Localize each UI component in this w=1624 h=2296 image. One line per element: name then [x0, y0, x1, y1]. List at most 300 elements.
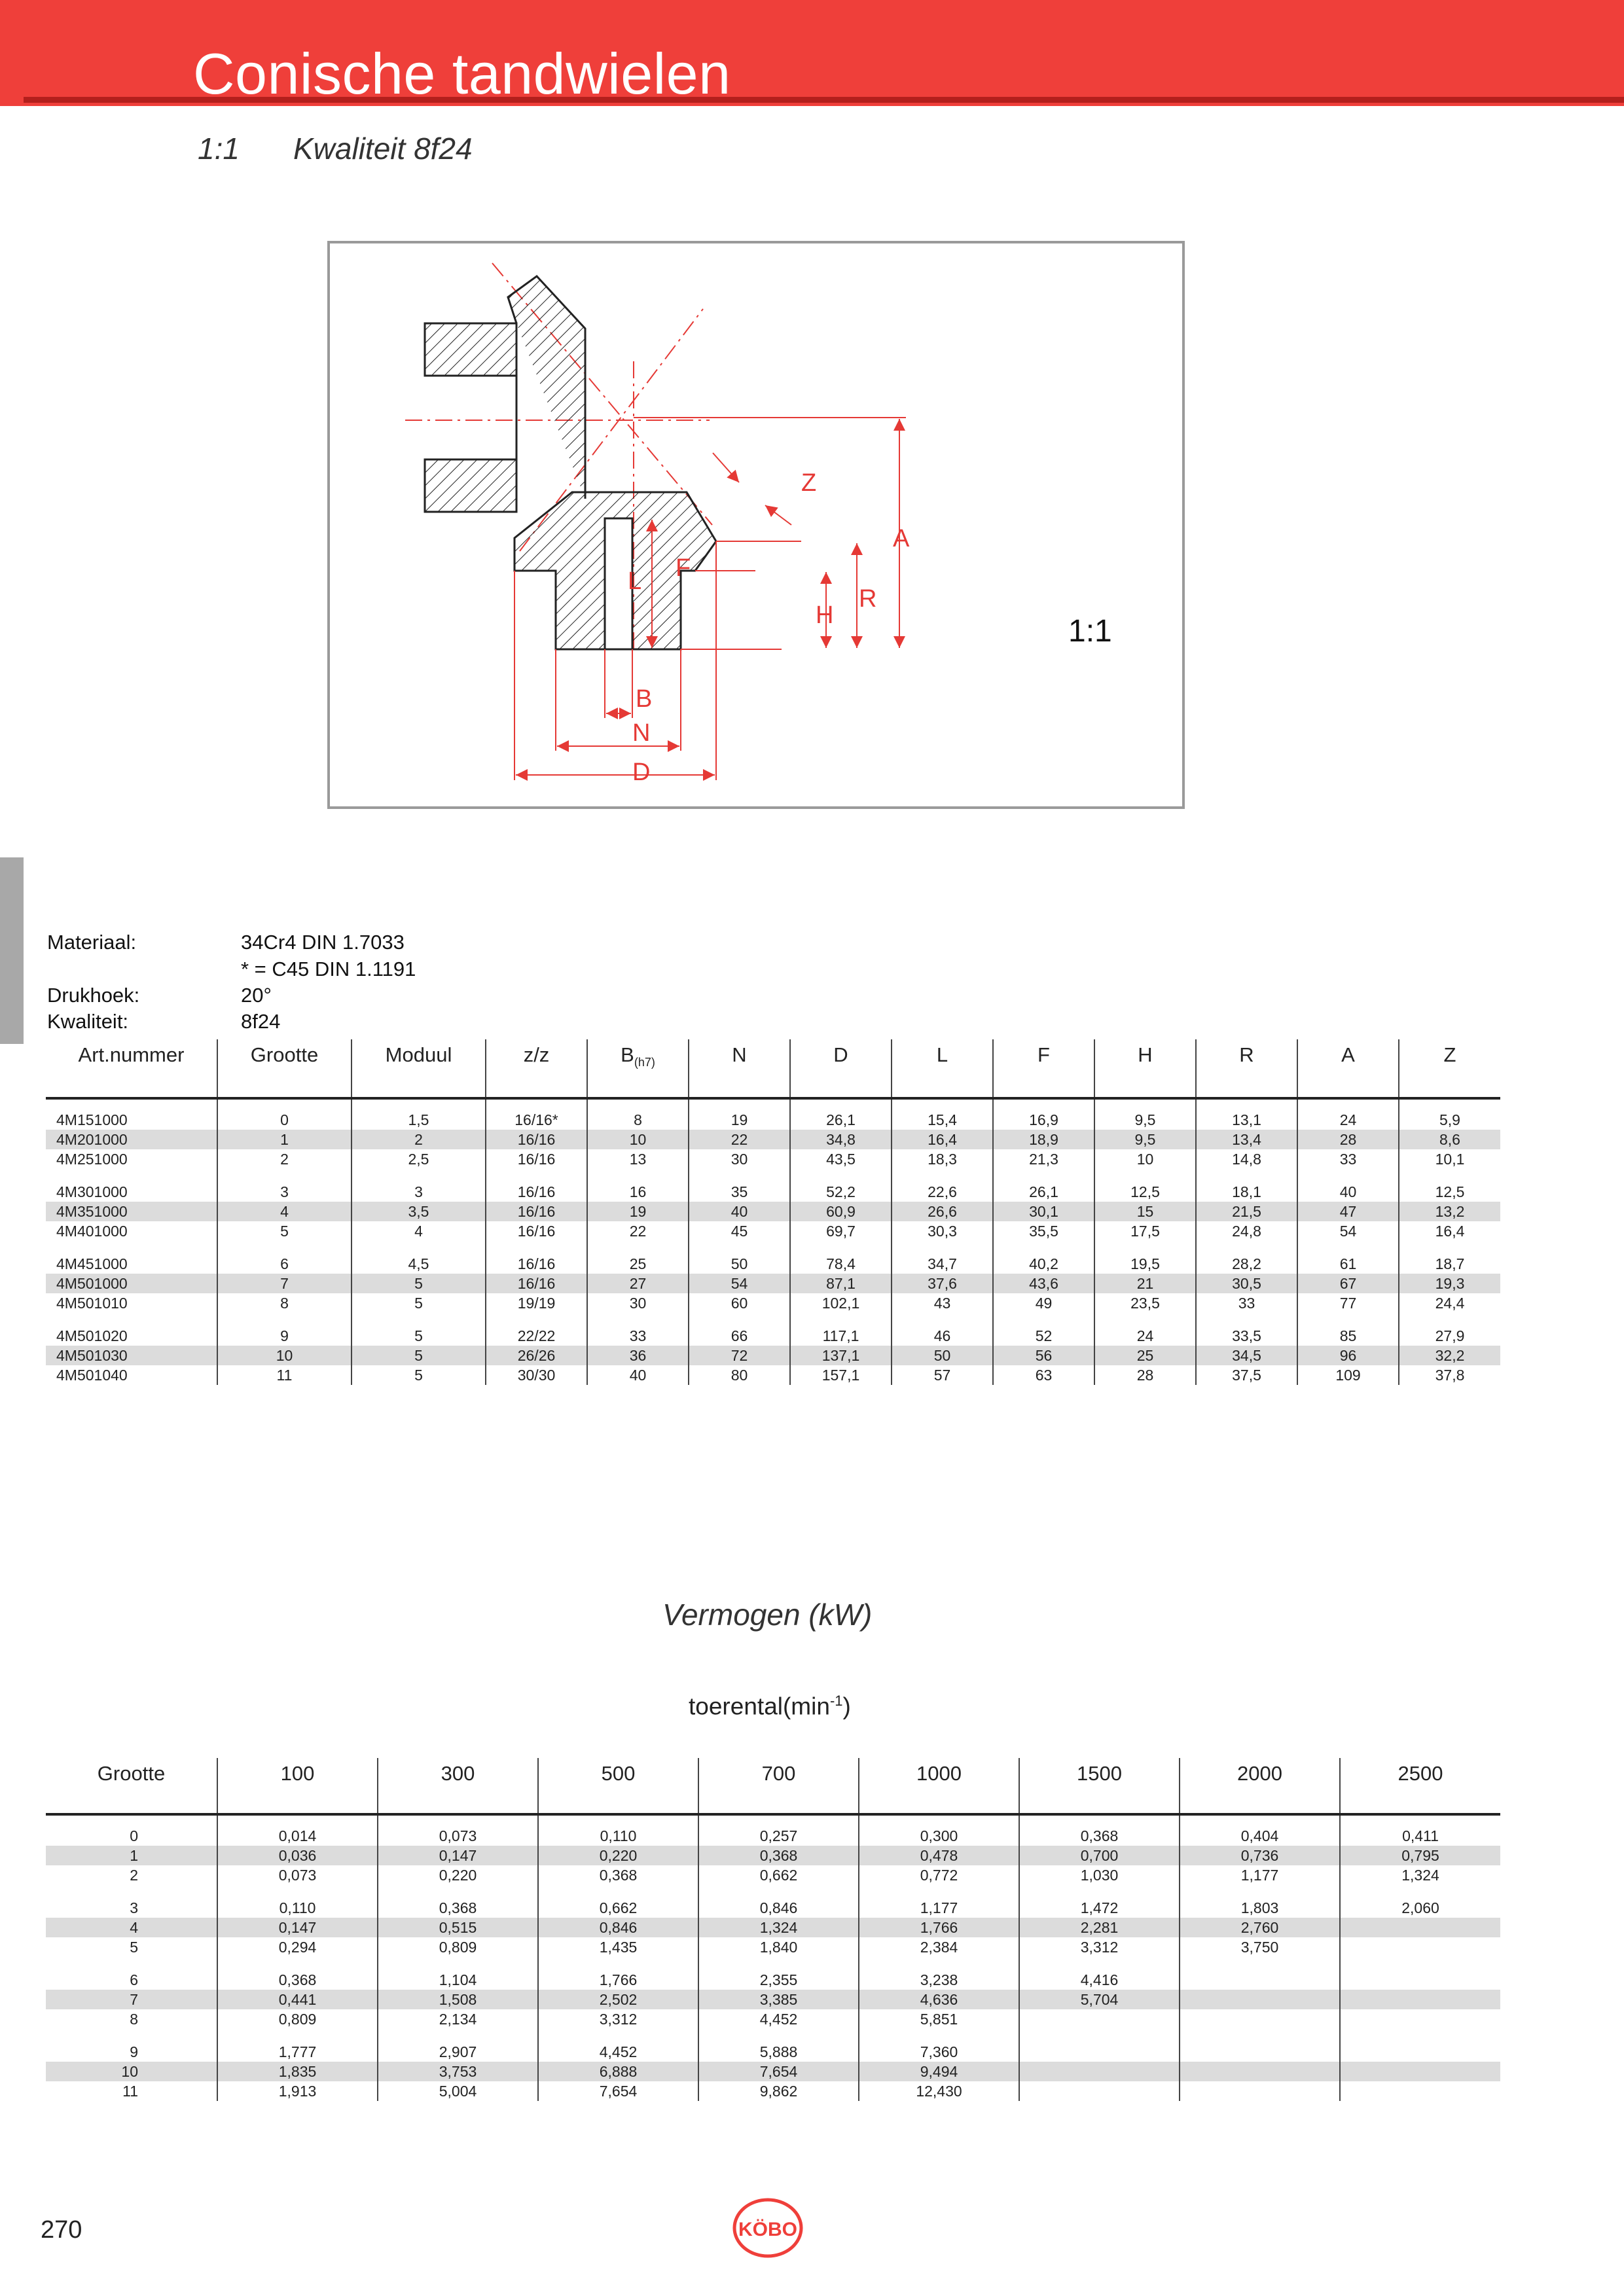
material-label: Materiaal: [47, 931, 137, 954]
table-cell: 16/16 [486, 1274, 587, 1293]
table-cell: 77 [1297, 1293, 1399, 1313]
material-note: * = C45 DIN 1.1191 [241, 958, 416, 980]
kobo-logo [732, 2197, 804, 2259]
power-table [46, 1758, 1500, 2101]
specs-table [46, 1039, 1500, 1385]
dim-label-r: R [859, 585, 877, 613]
col-header-f: F [993, 1039, 1094, 1098]
table-cell: 0,478 [859, 1846, 1019, 1865]
table-cell: 0,795 [1340, 1846, 1500, 1865]
quality-value: 8f24 [241, 1010, 281, 1033]
table-cell: 157,1 [790, 1365, 892, 1385]
table-cell: 0 [130, 1827, 138, 1844]
table-cell [1019, 2062, 1180, 2081]
table-cell: 1 [217, 1130, 352, 1149]
table-cell: 21,5 [1196, 1202, 1297, 1221]
side-tab [0, 857, 24, 1044]
table-cell: 137,1 [790, 1346, 892, 1365]
table-cell: 8 [130, 2011, 138, 2028]
table-cell: 9,494 [859, 2062, 1019, 2081]
table-cell: 13,2 [1399, 1202, 1500, 1221]
table-cell: 7 [46, 1990, 217, 2009]
dim-label-z: Z [801, 469, 817, 497]
table-cell: 19,3 [1399, 1274, 1500, 1293]
spec-row [46, 1182, 1500, 1202]
table-cell: 11 [122, 2083, 138, 2100]
table-cell: 8,6 [1399, 1130, 1500, 1149]
power-row [46, 2081, 1500, 2101]
spec-row [46, 1110, 1500, 1130]
page-title: Conische tandwielen [193, 41, 731, 106]
table-cell: 26,1 [790, 1110, 892, 1130]
table-cell: 52 [993, 1326, 1094, 1346]
table-cell: 0,662 [538, 1898, 698, 1918]
dim-label-h: H [816, 601, 834, 629]
rpm-label-superscript: -1 [829, 1693, 843, 1709]
dim-label-n: N [632, 719, 651, 747]
table-cell: 19/19 [486, 1293, 587, 1313]
table-cell: 2 [130, 1867, 138, 1884]
table-cell: 0,300 [859, 1826, 1019, 1846]
table-cell: 5,9 [1399, 1110, 1500, 1130]
table-cell: 30 [689, 1149, 790, 1169]
table-cell [1340, 2062, 1500, 2081]
power-col-header-2500: 2500 [1340, 1758, 1500, 1814]
table-cell: 22,6 [892, 1182, 993, 1202]
table-cell: 32,2 [1399, 1346, 1500, 1365]
table-cell: 1,177 [1180, 1865, 1340, 1885]
table-cell: 0,846 [698, 1898, 859, 1918]
table-cell: 9,5 [1094, 1130, 1196, 1149]
table-cell: 1,913 [217, 2081, 378, 2101]
col-header-n: N [689, 1039, 790, 1098]
table-cell: 96 [1297, 1346, 1399, 1365]
table-cell: 61 [1297, 1254, 1399, 1274]
table-cell: 33 [587, 1326, 689, 1346]
power-row [46, 2062, 1500, 2081]
table-cell: 2 [217, 1149, 352, 1169]
table-cell: 16/16 [486, 1202, 587, 1221]
table-cell: 1,104 [378, 1970, 538, 1990]
table-cell: 1,766 [538, 1970, 698, 1990]
table-cell: 1,324 [1340, 1865, 1500, 1885]
table-cell: 7 [217, 1274, 352, 1293]
spec-row [46, 1365, 1500, 1385]
table-cell: 87,1 [790, 1274, 892, 1293]
table-cell: 57 [892, 1365, 993, 1385]
logo-text: KÖBO [738, 2219, 797, 2240]
table-cell: 0,036 [217, 1846, 378, 1865]
table-cell [1180, 2062, 1340, 2081]
table-cell [1340, 1918, 1500, 1937]
spec-row [46, 1326, 1500, 1346]
table-cell: 34,8 [790, 1130, 892, 1149]
table-cell: 9,5 [1094, 1110, 1196, 1130]
table-cell: 52,2 [790, 1182, 892, 1202]
power-row [46, 1826, 1500, 1846]
table-cell: 5 [352, 1293, 486, 1313]
table-cell: 27,9 [1399, 1326, 1500, 1346]
table-cell [1340, 2009, 1500, 2029]
table-cell: 36 [587, 1346, 689, 1365]
table-cell: 1,777 [217, 2042, 378, 2062]
table-cell: 40,2 [993, 1254, 1094, 1274]
table-cell: 0,368 [698, 1846, 859, 1865]
table-cell: 1,324 [698, 1918, 859, 1937]
table-cell: 19,5 [1094, 1254, 1196, 1274]
table-cell [1340, 1990, 1500, 2009]
table-cell: 16/16 [486, 1149, 587, 1169]
table-cell: 6,888 [538, 2062, 698, 2081]
table-cell: 0,294 [217, 1937, 378, 1957]
table-cell: 18,7 [1399, 1254, 1500, 1274]
table-cell: 60,9 [790, 1202, 892, 1221]
table-cell [1180, 1990, 1340, 2009]
table-cell: 0,441 [217, 1990, 378, 2009]
table-cell: 9 [217, 1326, 352, 1346]
table-cell: 4 [217, 1202, 352, 1221]
dim-label-f: F [676, 554, 691, 582]
table-cell: 4,636 [859, 1990, 1019, 2009]
table-cell: 0,014 [217, 1826, 378, 1846]
table-cell: 1,803 [1180, 1898, 1340, 1918]
table-cell: 30,5 [1196, 1274, 1297, 1293]
table-cell: 0,700 [1019, 1846, 1180, 1865]
table-cell: 0,368 [538, 1865, 698, 1885]
table-cell [1180, 2081, 1340, 2101]
table-cell: 22 [587, 1221, 689, 1241]
table-cell: 0,404 [1180, 1826, 1340, 1846]
table-cell: 7,654 [538, 2081, 698, 2101]
table-cell: 40 [1297, 1182, 1399, 1202]
table-cell: 47 [1297, 1202, 1399, 1221]
table-cell [1340, 1937, 1500, 1957]
table-cell: 10 [217, 1346, 352, 1365]
power-col-header-100: 100 [217, 1758, 378, 1814]
table-cell: 13 [587, 1149, 689, 1169]
table-cell: 24,4 [1399, 1293, 1500, 1313]
table-cell: 0,368 [217, 1970, 378, 1990]
table-cell: 24 [1297, 1110, 1399, 1130]
table-cell: 22 [689, 1130, 790, 1149]
spec-row [46, 1346, 1500, 1365]
power-col-header-1500: 1500 [1019, 1758, 1180, 1814]
table-cell: 54 [689, 1274, 790, 1293]
col-header-h: H [1094, 1039, 1196, 1098]
table-cell: 0,736 [1180, 1846, 1340, 1865]
table-cell: 12,5 [1094, 1182, 1196, 1202]
power-row [46, 1970, 1500, 1990]
table-cell: 45 [689, 1221, 790, 1241]
table-cell: 4M501020 [56, 1327, 128, 1344]
table-cell: 0,515 [378, 1918, 538, 1937]
table-cell: 18,1 [1196, 1182, 1297, 1202]
power-row [46, 1937, 1500, 1957]
table-cell: 109 [1297, 1365, 1399, 1385]
table-cell: 7,654 [698, 2062, 859, 2081]
table-cell: 2,760 [1180, 1918, 1340, 1937]
table-cell: 56 [993, 1346, 1094, 1365]
col-header-module: Moduul [352, 1039, 486, 1098]
col-header-art: Art.nummer [46, 1039, 217, 1098]
col-header-l: L [892, 1039, 993, 1098]
table-cell: 4 [352, 1221, 486, 1241]
table-cell: 2,502 [538, 1990, 698, 2009]
dim-label-b: B [636, 685, 653, 713]
table-cell: 34,7 [892, 1254, 993, 1274]
table-cell: 37,8 [1399, 1365, 1500, 1385]
table-cell: 16,4 [1399, 1221, 1500, 1241]
table-cell: 10 [1094, 1149, 1196, 1169]
table-cell: 54 [1297, 1221, 1399, 1241]
table-cell: 24,8 [1196, 1221, 1297, 1241]
table-cell: 16/16 [486, 1130, 587, 1149]
table-cell: 9,862 [698, 2081, 859, 2101]
table-cell: 0,809 [378, 1937, 538, 1957]
table-cell: 50 [689, 1254, 790, 1274]
table-cell: 6 [130, 1971, 138, 1988]
table-cell [1019, 2009, 1180, 2029]
table-cell: 78,4 [790, 1254, 892, 1274]
table-cell: 33 [1297, 1149, 1399, 1169]
table-cell: 67 [1297, 1274, 1399, 1293]
col-header-b-letter: B [621, 1043, 634, 1066]
table-cell: 16/16 [486, 1221, 587, 1241]
table-cell: 19 [587, 1202, 689, 1221]
table-cell: 34,5 [1196, 1346, 1297, 1365]
dim-label-d: D [632, 759, 651, 786]
table-cell: 37,6 [892, 1274, 993, 1293]
table-cell: 16,9 [993, 1110, 1094, 1130]
table-cell: 19 [689, 1110, 790, 1130]
table-cell: 33,5 [1196, 1326, 1297, 1346]
table-cell: 21,3 [993, 1149, 1094, 1169]
specs-table-body [46, 1098, 1500, 1385]
table-cell: 4,452 [698, 2009, 859, 2029]
table-cell: 4M251000 [56, 1151, 128, 1168]
table-cell: 3 [217, 1182, 352, 1202]
table-cell: 0,411 [1340, 1826, 1500, 1846]
table-cell: 3 [352, 1182, 486, 1202]
table-cell: 5,704 [1019, 1990, 1180, 2009]
table-cell: 4M201000 [46, 1130, 217, 1149]
table-cell: 26,6 [892, 1202, 993, 1221]
table-cell: 0,147 [217, 1918, 378, 1937]
table-cell [1340, 1970, 1500, 1990]
table-cell: 72 [689, 1346, 790, 1365]
dim-label-l: L [628, 567, 642, 595]
power-row [46, 1918, 1500, 1937]
table-cell: 0,368 [378, 1898, 538, 1918]
col-header-z: Z [1399, 1039, 1500, 1098]
table-cell: 4M401000 [56, 1223, 128, 1240]
table-cell: 28 [1094, 1365, 1196, 1385]
table-cell: 30 [587, 1293, 689, 1313]
table-cell: 3,385 [698, 1990, 859, 2009]
table-cell: 5 [130, 1939, 138, 1956]
table-cell: 40 [689, 1202, 790, 1221]
table-cell: 40 [587, 1365, 689, 1385]
table-cell: 0,220 [378, 1865, 538, 1885]
pressure-angle-label: Drukhoek: [47, 984, 140, 1007]
table-cell: 80 [689, 1365, 790, 1385]
rpm-label-text: toerental(min [689, 1693, 830, 1720]
table-cell: 5 [352, 1365, 486, 1385]
table-cell: 25 [587, 1254, 689, 1274]
table-cell: 30,3 [892, 1221, 993, 1241]
table-cell: 13,1 [1196, 1110, 1297, 1130]
table-cell [1340, 2042, 1500, 2062]
table-cell: 16/16 [486, 1254, 587, 1274]
table-cell: 4M151000 [56, 1111, 128, 1128]
table-cell: 33 [1196, 1293, 1297, 1313]
rpm-label [689, 1693, 851, 1720]
table-cell: 15 [1094, 1202, 1196, 1221]
col-header-b [587, 1039, 689, 1098]
table-cell: 10 [587, 1130, 689, 1149]
power-row [46, 2009, 1500, 2029]
table-cell: 28 [1297, 1130, 1399, 1149]
table-cell: 0,147 [378, 1846, 538, 1865]
rpm-label-close: ) [842, 1693, 851, 1720]
table-cell: 18,9 [993, 1130, 1094, 1149]
table-cell: 63 [993, 1365, 1094, 1385]
table-cell: 16,4 [892, 1130, 993, 1149]
quality-label: Kwaliteit: [47, 1010, 129, 1033]
power-row [46, 1865, 1500, 1885]
table-cell: 0,220 [538, 1846, 698, 1865]
power-table-body [46, 1814, 1500, 2101]
table-cell: 35,5 [993, 1221, 1094, 1241]
table-cell: 17,5 [1094, 1221, 1196, 1241]
spec-row [46, 1254, 1500, 1274]
table-cell: 0,772 [859, 1865, 1019, 1885]
table-cell: 5,888 [698, 2042, 859, 2062]
table-cell: 0,073 [378, 1826, 538, 1846]
drawing-scale-label: 1:1 [1068, 614, 1112, 649]
table-cell: 8 [587, 1110, 689, 1130]
table-cell: 16 [587, 1182, 689, 1202]
table-cell: 117,1 [790, 1326, 892, 1346]
col-header-d: D [790, 1039, 892, 1098]
table-cell: 4,5 [352, 1254, 486, 1274]
table-cell: 12,430 [859, 2081, 1019, 2101]
spec-row [46, 1202, 1500, 1221]
table-cell: 14,8 [1196, 1149, 1297, 1169]
power-col-header-1000: 1000 [859, 1758, 1019, 1814]
table-cell: 102,1 [790, 1293, 892, 1313]
table-cell: 27 [587, 1274, 689, 1293]
table-cell: 1,435 [538, 1937, 698, 1957]
col-header-r: R [1196, 1039, 1297, 1098]
col-header-a: A [1297, 1039, 1399, 1098]
pressure-angle-value: 20° [241, 984, 272, 1007]
table-cell: 2,281 [1019, 1918, 1180, 1937]
table-cell: 4M451000 [56, 1255, 128, 1272]
table-cell: 0,110 [217, 1898, 378, 1918]
table-cell: 43,5 [790, 1149, 892, 1169]
table-cell: 5 [352, 1274, 486, 1293]
table-cell: 3 [130, 1899, 138, 1916]
table-cell: 13,4 [1196, 1130, 1297, 1149]
table-cell: 2,134 [378, 2009, 538, 2029]
table-cell: 0,110 [538, 1826, 698, 1846]
table-cell: 2,384 [859, 1937, 1019, 1957]
table-cell: 3,750 [1180, 1937, 1340, 1957]
table-cell: 23,5 [1094, 1293, 1196, 1313]
table-cell: 43,6 [993, 1274, 1094, 1293]
table-cell: 22/22 [486, 1326, 587, 1346]
power-col-header-300: 300 [378, 1758, 538, 1814]
table-cell: 4,416 [1019, 1970, 1180, 1990]
col-header-b-subscript: (h7) [634, 1056, 655, 1069]
table-cell: 5,851 [859, 2009, 1019, 2029]
table-cell [1019, 2042, 1180, 2062]
table-cell: 2,355 [698, 1970, 859, 1990]
table-cell: 11 [217, 1365, 352, 1385]
table-cell: 3,238 [859, 1970, 1019, 1990]
table-cell: 4 [46, 1918, 217, 1937]
table-cell: 16/16* [486, 1110, 587, 1130]
table-cell: 4M501010 [56, 1295, 128, 1312]
table-cell: 3,753 [378, 2062, 538, 2081]
bevel-gear-drawing [330, 243, 1182, 806]
table-cell: 1,766 [859, 1918, 1019, 1937]
table-cell: 2,907 [378, 2042, 538, 2062]
power-col-header-700: 700 [698, 1758, 859, 1814]
table-cell: 24 [1094, 1326, 1196, 1346]
table-cell: 7,360 [859, 2042, 1019, 2062]
power-col-header-size: Grootte [46, 1758, 217, 1814]
power-row [46, 1990, 1500, 2009]
table-cell: 9 [130, 2043, 138, 2060]
table-cell: 1,177 [859, 1898, 1019, 1918]
col-header-zz: z/z [486, 1039, 587, 1098]
table-cell: 10,1 [1399, 1149, 1500, 1169]
table-cell: 2,5 [352, 1149, 486, 1169]
technical-drawing [327, 241, 1185, 809]
table-cell: 1,508 [378, 1990, 538, 2009]
table-cell: 1,5 [352, 1110, 486, 1130]
col-header-size: Grootte [217, 1039, 352, 1098]
table-cell: 69,7 [790, 1221, 892, 1241]
table-cell: 5 [217, 1221, 352, 1241]
table-cell: 46 [892, 1326, 993, 1346]
table-cell: 4,452 [538, 2042, 698, 2062]
page-number: 270 [41, 2216, 82, 2244]
table-cell: 4M351000 [46, 1202, 217, 1221]
table-cell: 49 [993, 1293, 1094, 1313]
table-cell: 18,3 [892, 1149, 993, 1169]
table-cell: 1,840 [698, 1937, 859, 1957]
table-cell: 37,5 [1196, 1365, 1297, 1385]
table-cell: 16/16 [486, 1182, 587, 1202]
material-value: 34Cr4 DIN 1.7033 [241, 931, 405, 954]
table-cell [1180, 2042, 1340, 2062]
table-cell: 12,5 [1399, 1182, 1500, 1202]
power-section-title: Vermogen (kW) [662, 1598, 873, 1632]
table-cell: 2 [352, 1130, 486, 1149]
spec-row [46, 1149, 1500, 1169]
table-cell: 30,1 [993, 1202, 1094, 1221]
table-cell [1180, 1970, 1340, 1990]
table-cell: 1,472 [1019, 1898, 1180, 1918]
table-cell: 4M501040 [56, 1367, 128, 1384]
table-cell: 4M501000 [46, 1274, 217, 1293]
power-row [46, 1846, 1500, 1865]
table-cell: 0,809 [217, 2009, 378, 2029]
table-cell [1180, 2009, 1340, 2029]
